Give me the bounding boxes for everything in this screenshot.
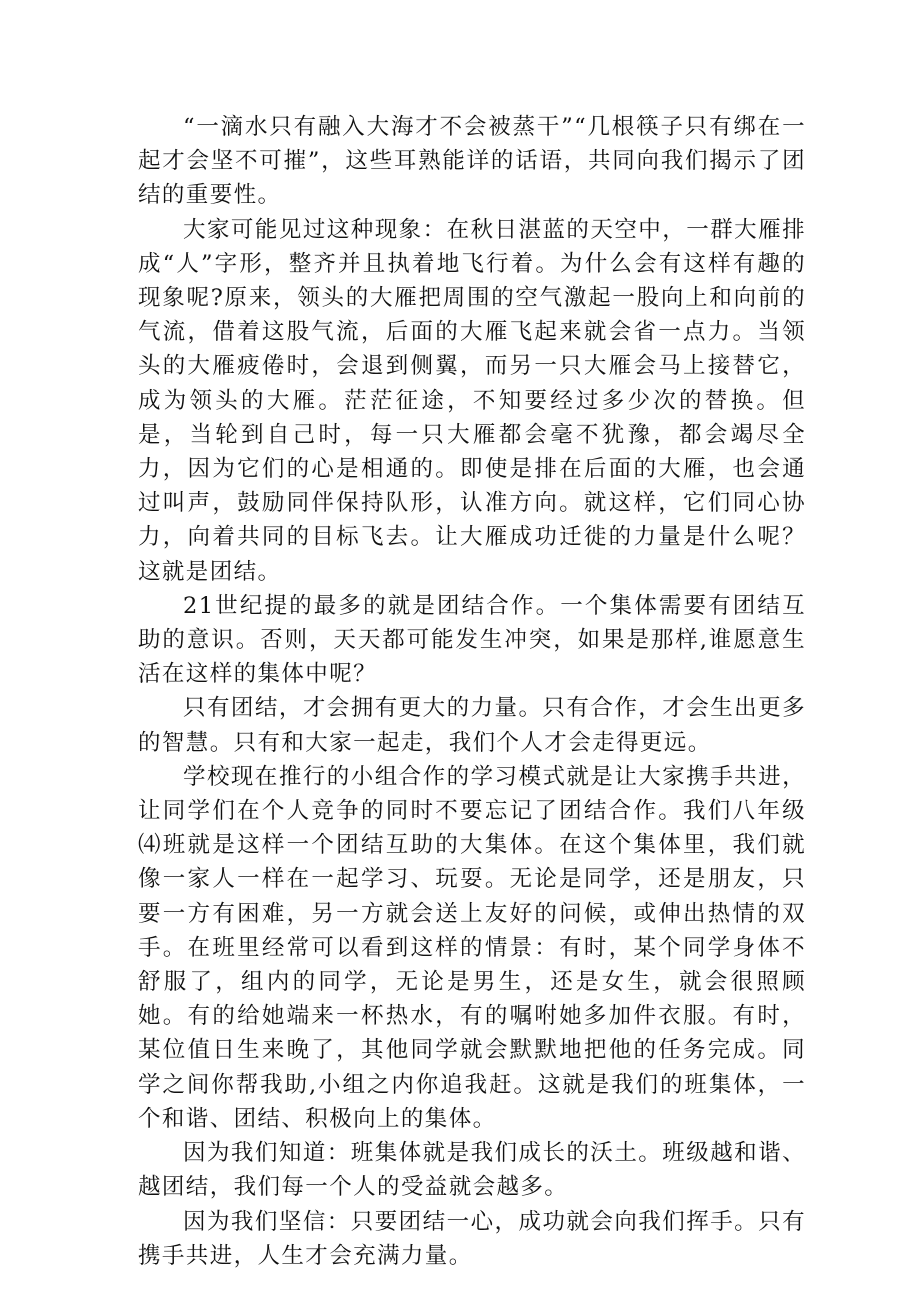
paragraph-7: 因为我们坚信：只要团结一心，成功就会向我们挥手。只有携手共进，人生才会充满力量。 — [138, 1208, 806, 1269]
paragraph-3: 21世纪提的最多的就是团结合作。一个集体需要有团结互助的意识。否则，天天都可能发生冲突，如果是那样,谁愿意生活在这样的集体中呢？ — [138, 592, 806, 688]
paragraph-2: 大家可能见过这种现象：在秋日湛蓝的天空中，一群大雁排成“人”字形，整齐并且执着地飞行着。为什么会有这样有趣的现象呢?原来，领头的大雁把周围的空气激起一股向上和向前的气流，借着这股气流，后面的大雁飞起来就会省一点力。当领头的大雁疲倦时，会退到侧翼，而另一只大雁会马上接替它，成为领头的大雁。茫茫征途，不知要经过多少次的替换。但是，当轮到自己时，每一只大雁都会毫不犹豫，都会竭尽全力，因为它们的心是相通的。即使是排在后面的大雁，也会通过叫声，鼓励同伴保持队形，认准方向。就这样，它们同心协力，向着共同的目标飞去。让大雁成功迁徙的力量是什么呢？这就是团结。 — [138, 216, 806, 585]
paragraph-1: “一滴水只有融入大海才不会被蒸干”“几根筷子只有绑在一起才会坚不可摧”，这些耳熟能详的话语，共同向我们揭示了团结的重要性。 — [138, 114, 806, 209]
paragraph-4: 只有团结，才会拥有更大的力量。只有合作，才会生出更多的智慧。只有和大家一起走，我们个人才会走得更远。 — [138, 695, 806, 756]
paragraph-5: 学校现在推行的小组合作的学习模式就是让大家携手共进，让同学们在个人竞争的同时不要忘记了团结合作。我们八年级⑷班就是这样一个团结互助的大集体。在这个集体里，我们就像一家人一样在一起学习、玩耍。无论是同学，还是朋友，只要一方有困难，另一方就会送上友好的问候，或伸出热情的双手。在班里经常可以看到这样的情景：有时，某个同学身体不舒服了，组内的同学，无论是男生，还是女生，就会很照顾她。有的给她端来一杯热水，有的嘱咐她多加件衣服。有时，某位值日生来晚了，其他同学就会默默地把他的任务完成。同学之间你帮我助,小组之内你追我赶。这就是我们的班集体，一个和谐、团结、积极向上的集体。 — [138, 763, 806, 1132]
document-body — [138, 110, 806, 1273]
paragraph-6: 因为我们知道：班集体就是我们成长的沃土。班级越和谐、越团结，我们每一个人的受益就会越多。 — [138, 1140, 806, 1201]
